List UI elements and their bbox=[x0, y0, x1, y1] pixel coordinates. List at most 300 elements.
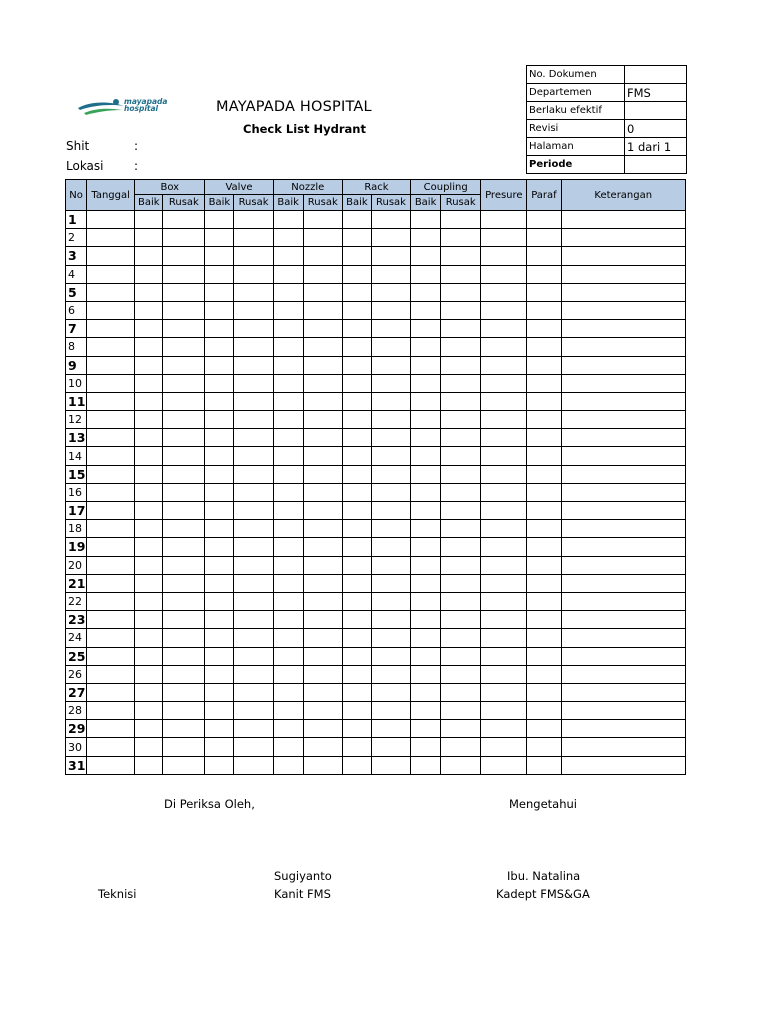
checklist-cell[interactable] bbox=[303, 720, 342, 738]
checklist-cell[interactable] bbox=[87, 447, 135, 465]
checklist-cell[interactable] bbox=[481, 320, 527, 338]
checklist-cell[interactable] bbox=[342, 629, 371, 647]
checklist-cell[interactable] bbox=[135, 483, 163, 501]
checklist-cell[interactable] bbox=[163, 465, 205, 483]
checklist-cell[interactable] bbox=[411, 411, 441, 429]
checklist-cell[interactable] bbox=[205, 538, 234, 556]
checklist-cell[interactable] bbox=[273, 556, 303, 574]
checklist-cell[interactable] bbox=[303, 702, 342, 720]
checklist-cell[interactable] bbox=[135, 447, 163, 465]
checklist-cell[interactable] bbox=[234, 338, 273, 356]
checklist-cell[interactable] bbox=[527, 411, 561, 429]
checklist-cell[interactable] bbox=[273, 702, 303, 720]
checklist-cell[interactable] bbox=[481, 538, 527, 556]
checklist-cell[interactable] bbox=[303, 411, 342, 429]
checklist-cell[interactable] bbox=[481, 702, 527, 720]
checklist-cell[interactable] bbox=[527, 683, 561, 701]
checklist-cell[interactable] bbox=[163, 592, 205, 610]
checklist-cell[interactable] bbox=[371, 411, 410, 429]
checklist-cell[interactable] bbox=[481, 374, 527, 392]
checklist-cell[interactable] bbox=[342, 683, 371, 701]
checklist-cell[interactable] bbox=[342, 483, 371, 501]
checklist-cell[interactable] bbox=[163, 283, 205, 301]
checklist-cell[interactable] bbox=[561, 229, 686, 247]
checklist-cell[interactable] bbox=[303, 520, 342, 538]
checklist-cell[interactable] bbox=[371, 702, 410, 720]
checklist-cell[interactable] bbox=[411, 211, 441, 229]
checklist-cell[interactable] bbox=[411, 629, 441, 647]
checklist-cell[interactable] bbox=[342, 301, 371, 319]
checklist-cell[interactable] bbox=[135, 647, 163, 665]
checklist-cell[interactable] bbox=[205, 574, 234, 592]
checklist-cell[interactable] bbox=[234, 374, 273, 392]
checklist-cell[interactable] bbox=[234, 429, 273, 447]
checklist-cell[interactable] bbox=[371, 338, 410, 356]
checklist-cell[interactable] bbox=[205, 392, 234, 410]
checklist-cell[interactable] bbox=[371, 301, 410, 319]
checklist-cell[interactable] bbox=[205, 247, 234, 265]
checklist-cell[interactable] bbox=[234, 574, 273, 592]
checklist-cell[interactable] bbox=[441, 247, 481, 265]
checklist-cell[interactable] bbox=[561, 738, 686, 756]
checklist-cell[interactable] bbox=[273, 720, 303, 738]
checklist-cell[interactable] bbox=[163, 211, 205, 229]
checklist-cell[interactable] bbox=[411, 665, 441, 683]
checklist-cell[interactable] bbox=[561, 611, 686, 629]
checklist-cell[interactable] bbox=[87, 592, 135, 610]
checklist-cell[interactable] bbox=[481, 211, 527, 229]
checklist-cell[interactable] bbox=[135, 683, 163, 701]
checklist-cell[interactable] bbox=[527, 356, 561, 374]
checklist-cell[interactable] bbox=[87, 483, 135, 501]
checklist-cell[interactable] bbox=[527, 665, 561, 683]
checklist-cell[interactable] bbox=[303, 211, 342, 229]
checklist-cell[interactable] bbox=[135, 411, 163, 429]
checklist-cell[interactable] bbox=[135, 429, 163, 447]
checklist-cell[interactable] bbox=[205, 702, 234, 720]
checklist-cell[interactable] bbox=[303, 592, 342, 610]
checklist-cell[interactable] bbox=[234, 392, 273, 410]
checklist-cell[interactable] bbox=[561, 538, 686, 556]
checklist-cell[interactable] bbox=[527, 265, 561, 283]
checklist-cell[interactable] bbox=[561, 502, 686, 520]
checklist-cell[interactable] bbox=[205, 483, 234, 501]
checklist-cell[interactable] bbox=[441, 283, 481, 301]
checklist-cell[interactable] bbox=[87, 247, 135, 265]
checklist-cell[interactable] bbox=[411, 429, 441, 447]
checklist-cell[interactable] bbox=[342, 374, 371, 392]
checklist-cell[interactable] bbox=[163, 520, 205, 538]
checklist-cell[interactable] bbox=[441, 447, 481, 465]
checklist-cell[interactable] bbox=[135, 611, 163, 629]
checklist-cell[interactable] bbox=[87, 320, 135, 338]
checklist-cell[interactable] bbox=[441, 320, 481, 338]
checklist-cell[interactable] bbox=[561, 211, 686, 229]
checklist-cell[interactable] bbox=[481, 665, 527, 683]
checklist-cell[interactable] bbox=[163, 483, 205, 501]
checklist-cell[interactable] bbox=[303, 247, 342, 265]
checklist-cell[interactable] bbox=[561, 265, 686, 283]
checklist-cell[interactable] bbox=[163, 338, 205, 356]
checklist-cell[interactable] bbox=[342, 611, 371, 629]
checklist-cell[interactable] bbox=[163, 229, 205, 247]
checklist-cell[interactable] bbox=[303, 392, 342, 410]
checklist-cell[interactable] bbox=[163, 265, 205, 283]
checklist-cell[interactable] bbox=[441, 483, 481, 501]
checklist-cell[interactable] bbox=[527, 574, 561, 592]
checklist-cell[interactable] bbox=[234, 683, 273, 701]
checklist-cell[interactable] bbox=[87, 738, 135, 756]
checklist-cell[interactable] bbox=[163, 556, 205, 574]
checklist-cell[interactable] bbox=[273, 574, 303, 592]
checklist-cell[interactable] bbox=[303, 283, 342, 301]
checklist-cell[interactable] bbox=[481, 574, 527, 592]
checklist-cell[interactable] bbox=[234, 702, 273, 720]
checklist-cell[interactable] bbox=[135, 629, 163, 647]
checklist-cell[interactable] bbox=[87, 756, 135, 774]
checklist-cell[interactable] bbox=[527, 702, 561, 720]
checklist-cell[interactable] bbox=[411, 556, 441, 574]
checklist-cell[interactable] bbox=[371, 756, 410, 774]
checklist-cell[interactable] bbox=[411, 611, 441, 629]
checklist-cell[interactable] bbox=[411, 229, 441, 247]
checklist-cell[interactable] bbox=[303, 756, 342, 774]
checklist-cell[interactable] bbox=[87, 502, 135, 520]
checklist-cell[interactable] bbox=[441, 502, 481, 520]
checklist-cell[interactable] bbox=[411, 738, 441, 756]
checklist-cell[interactable] bbox=[527, 211, 561, 229]
checklist-cell[interactable] bbox=[135, 538, 163, 556]
checklist-cell[interactable] bbox=[135, 247, 163, 265]
checklist-cell[interactable] bbox=[527, 247, 561, 265]
checklist-cell[interactable] bbox=[87, 338, 135, 356]
checklist-cell[interactable] bbox=[273, 429, 303, 447]
checklist-cell[interactable] bbox=[87, 611, 135, 629]
checklist-cell[interactable] bbox=[303, 611, 342, 629]
checklist-cell[interactable] bbox=[234, 356, 273, 374]
checklist-cell[interactable] bbox=[342, 429, 371, 447]
checklist-cell[interactable] bbox=[411, 502, 441, 520]
checklist-cell[interactable] bbox=[87, 301, 135, 319]
checklist-cell[interactable] bbox=[87, 211, 135, 229]
checklist-cell[interactable] bbox=[371, 720, 410, 738]
checklist-cell[interactable] bbox=[87, 356, 135, 374]
checklist-cell[interactable] bbox=[441, 229, 481, 247]
checklist-cell[interactable] bbox=[527, 283, 561, 301]
checklist-cell[interactable] bbox=[342, 647, 371, 665]
checklist-cell[interactable] bbox=[135, 702, 163, 720]
checklist-cell[interactable] bbox=[411, 647, 441, 665]
checklist-cell[interactable] bbox=[273, 374, 303, 392]
checklist-cell[interactable] bbox=[205, 502, 234, 520]
checklist-cell[interactable] bbox=[371, 229, 410, 247]
checklist-cell[interactable] bbox=[303, 447, 342, 465]
checklist-cell[interactable] bbox=[561, 247, 686, 265]
checklist-cell[interactable] bbox=[527, 229, 561, 247]
checklist-cell[interactable] bbox=[481, 520, 527, 538]
checklist-cell[interactable] bbox=[371, 483, 410, 501]
checklist-cell[interactable] bbox=[561, 683, 686, 701]
checklist-cell[interactable] bbox=[342, 592, 371, 610]
checklist-cell[interactable] bbox=[441, 265, 481, 283]
checklist-cell[interactable] bbox=[205, 229, 234, 247]
checklist-cell[interactable] bbox=[342, 247, 371, 265]
checklist-cell[interactable] bbox=[342, 702, 371, 720]
checklist-cell[interactable] bbox=[342, 211, 371, 229]
checklist-cell[interactable] bbox=[273, 211, 303, 229]
checklist-cell[interactable] bbox=[481, 229, 527, 247]
checklist-cell[interactable] bbox=[273, 647, 303, 665]
checklist-cell[interactable] bbox=[441, 411, 481, 429]
checklist-cell[interactable] bbox=[87, 556, 135, 574]
checklist-cell[interactable] bbox=[411, 538, 441, 556]
checklist-cell[interactable] bbox=[411, 283, 441, 301]
checklist-cell[interactable] bbox=[342, 738, 371, 756]
checklist-cell[interactable] bbox=[205, 447, 234, 465]
checklist-cell[interactable] bbox=[481, 265, 527, 283]
checklist-cell[interactable] bbox=[303, 629, 342, 647]
checklist-cell[interactable] bbox=[441, 556, 481, 574]
checklist-cell[interactable] bbox=[411, 338, 441, 356]
checklist-cell[interactable] bbox=[234, 465, 273, 483]
checklist-cell[interactable] bbox=[371, 738, 410, 756]
checklist-cell[interactable] bbox=[411, 247, 441, 265]
checklist-cell[interactable] bbox=[234, 229, 273, 247]
checklist-cell[interactable] bbox=[481, 338, 527, 356]
checklist-cell[interactable] bbox=[527, 629, 561, 647]
checklist-cell[interactable] bbox=[87, 520, 135, 538]
checklist-cell[interactable] bbox=[163, 447, 205, 465]
checklist-cell[interactable] bbox=[371, 683, 410, 701]
checklist-cell[interactable] bbox=[411, 392, 441, 410]
checklist-cell[interactable] bbox=[411, 483, 441, 501]
checklist-cell[interactable] bbox=[561, 338, 686, 356]
checklist-cell[interactable] bbox=[273, 683, 303, 701]
checklist-cell[interactable] bbox=[234, 738, 273, 756]
checklist-cell[interactable] bbox=[527, 374, 561, 392]
checklist-cell[interactable] bbox=[135, 592, 163, 610]
checklist-cell[interactable] bbox=[527, 592, 561, 610]
checklist-cell[interactable] bbox=[441, 683, 481, 701]
checklist-cell[interactable] bbox=[481, 738, 527, 756]
checklist-cell[interactable] bbox=[87, 283, 135, 301]
checklist-cell[interactable] bbox=[205, 738, 234, 756]
checklist-cell[interactable] bbox=[527, 720, 561, 738]
checklist-cell[interactable] bbox=[135, 392, 163, 410]
checklist-cell[interactable] bbox=[342, 665, 371, 683]
checklist-cell[interactable] bbox=[527, 483, 561, 501]
checklist-cell[interactable] bbox=[441, 629, 481, 647]
checklist-cell[interactable] bbox=[303, 647, 342, 665]
checklist-cell[interactable] bbox=[273, 665, 303, 683]
checklist-cell[interactable] bbox=[163, 392, 205, 410]
checklist-cell[interactable] bbox=[205, 647, 234, 665]
checklist-cell[interactable] bbox=[205, 211, 234, 229]
checklist-cell[interactable] bbox=[411, 374, 441, 392]
checklist-cell[interactable] bbox=[273, 465, 303, 483]
checklist-cell[interactable] bbox=[234, 301, 273, 319]
checklist-cell[interactable] bbox=[303, 338, 342, 356]
checklist-cell[interactable] bbox=[135, 356, 163, 374]
checklist-cell[interactable] bbox=[273, 756, 303, 774]
checklist-cell[interactable] bbox=[441, 356, 481, 374]
checklist-cell[interactable] bbox=[303, 683, 342, 701]
checklist-cell[interactable] bbox=[135, 320, 163, 338]
checklist-cell[interactable] bbox=[441, 520, 481, 538]
checklist-cell[interactable] bbox=[481, 447, 527, 465]
checklist-cell[interactable] bbox=[561, 647, 686, 665]
checklist-cell[interactable] bbox=[163, 702, 205, 720]
checklist-cell[interactable] bbox=[441, 738, 481, 756]
checklist-cell[interactable] bbox=[273, 247, 303, 265]
checklist-cell[interactable] bbox=[371, 592, 410, 610]
checklist-cell[interactable] bbox=[163, 665, 205, 683]
checklist-cell[interactable] bbox=[411, 574, 441, 592]
checklist-cell[interactable] bbox=[234, 592, 273, 610]
checklist-cell[interactable] bbox=[411, 447, 441, 465]
checklist-cell[interactable] bbox=[205, 611, 234, 629]
checklist-cell[interactable] bbox=[273, 392, 303, 410]
checklist-cell[interactable] bbox=[273, 265, 303, 283]
checklist-cell[interactable] bbox=[273, 229, 303, 247]
checklist-cell[interactable] bbox=[411, 356, 441, 374]
checklist-cell[interactable] bbox=[411, 265, 441, 283]
checklist-cell[interactable] bbox=[561, 574, 686, 592]
checklist-cell[interactable] bbox=[205, 374, 234, 392]
checklist-cell[interactable] bbox=[135, 720, 163, 738]
checklist-cell[interactable] bbox=[342, 756, 371, 774]
checklist-cell[interactable] bbox=[273, 592, 303, 610]
checklist-cell[interactable] bbox=[234, 502, 273, 520]
checklist-cell[interactable] bbox=[411, 702, 441, 720]
checklist-cell[interactable] bbox=[342, 520, 371, 538]
checklist-cell[interactable] bbox=[234, 538, 273, 556]
checklist-cell[interactable] bbox=[163, 502, 205, 520]
checklist-cell[interactable] bbox=[561, 429, 686, 447]
checklist-cell[interactable] bbox=[273, 283, 303, 301]
checklist-cell[interactable] bbox=[87, 229, 135, 247]
checklist-cell[interactable] bbox=[135, 556, 163, 574]
checklist-cell[interactable] bbox=[163, 356, 205, 374]
checklist-cell[interactable] bbox=[234, 756, 273, 774]
checklist-cell[interactable] bbox=[561, 374, 686, 392]
checklist-cell[interactable] bbox=[371, 538, 410, 556]
checklist-cell[interactable] bbox=[371, 520, 410, 538]
checklist-cell[interactable] bbox=[135, 229, 163, 247]
checklist-cell[interactable] bbox=[163, 301, 205, 319]
checklist-cell[interactable] bbox=[371, 574, 410, 592]
checklist-cell[interactable] bbox=[87, 647, 135, 665]
checklist-cell[interactable] bbox=[234, 411, 273, 429]
checklist-cell[interactable] bbox=[303, 265, 342, 283]
checklist-cell[interactable] bbox=[481, 301, 527, 319]
checklist-cell[interactable] bbox=[411, 592, 441, 610]
checklist-cell[interactable] bbox=[371, 265, 410, 283]
checklist-cell[interactable] bbox=[234, 265, 273, 283]
checklist-cell[interactable] bbox=[527, 301, 561, 319]
checklist-cell[interactable] bbox=[441, 647, 481, 665]
checklist-cell[interactable] bbox=[371, 556, 410, 574]
checklist-cell[interactable] bbox=[234, 211, 273, 229]
checklist-cell[interactable] bbox=[205, 720, 234, 738]
checklist-cell[interactable] bbox=[234, 665, 273, 683]
checklist-cell[interactable] bbox=[441, 429, 481, 447]
checklist-cell[interactable] bbox=[481, 356, 527, 374]
checklist-cell[interactable] bbox=[561, 720, 686, 738]
checklist-cell[interactable] bbox=[441, 592, 481, 610]
checklist-cell[interactable] bbox=[371, 647, 410, 665]
checklist-cell[interactable] bbox=[527, 520, 561, 538]
checklist-cell[interactable] bbox=[205, 556, 234, 574]
checklist-cell[interactable] bbox=[371, 283, 410, 301]
checklist-cell[interactable] bbox=[87, 411, 135, 429]
checklist-cell[interactable] bbox=[441, 301, 481, 319]
checklist-cell[interactable] bbox=[561, 320, 686, 338]
checklist-cell[interactable] bbox=[441, 574, 481, 592]
checklist-cell[interactable] bbox=[205, 465, 234, 483]
checklist-cell[interactable] bbox=[371, 392, 410, 410]
checklist-cell[interactable] bbox=[163, 247, 205, 265]
checklist-cell[interactable] bbox=[441, 211, 481, 229]
checklist-cell[interactable] bbox=[273, 447, 303, 465]
checklist-cell[interactable] bbox=[527, 538, 561, 556]
checklist-cell[interactable] bbox=[561, 392, 686, 410]
checklist-cell[interactable] bbox=[135, 520, 163, 538]
checklist-cell[interactable] bbox=[205, 338, 234, 356]
checklist-cell[interactable] bbox=[441, 611, 481, 629]
checklist-cell[interactable] bbox=[411, 320, 441, 338]
checklist-cell[interactable] bbox=[163, 720, 205, 738]
checklist-cell[interactable] bbox=[135, 574, 163, 592]
checklist-cell[interactable] bbox=[527, 338, 561, 356]
checklist-cell[interactable] bbox=[561, 665, 686, 683]
checklist-cell[interactable] bbox=[527, 447, 561, 465]
checklist-cell[interactable] bbox=[87, 374, 135, 392]
checklist-cell[interactable] bbox=[481, 283, 527, 301]
checklist-cell[interactable] bbox=[163, 429, 205, 447]
checklist-cell[interactable] bbox=[481, 465, 527, 483]
checklist-cell[interactable] bbox=[481, 247, 527, 265]
checklist-cell[interactable] bbox=[273, 411, 303, 429]
checklist-cell[interactable] bbox=[527, 647, 561, 665]
checklist-cell[interactable] bbox=[205, 320, 234, 338]
checklist-cell[interactable] bbox=[342, 265, 371, 283]
checklist-cell[interactable] bbox=[135, 301, 163, 319]
checklist-cell[interactable] bbox=[481, 429, 527, 447]
checklist-cell[interactable] bbox=[342, 392, 371, 410]
checklist-cell[interactable] bbox=[527, 756, 561, 774]
checklist-cell[interactable] bbox=[303, 429, 342, 447]
checklist-cell[interactable] bbox=[481, 611, 527, 629]
checklist-cell[interactable] bbox=[303, 320, 342, 338]
checklist-cell[interactable] bbox=[205, 356, 234, 374]
checklist-cell[interactable] bbox=[234, 611, 273, 629]
checklist-cell[interactable] bbox=[234, 447, 273, 465]
checklist-cell[interactable] bbox=[342, 411, 371, 429]
checklist-cell[interactable] bbox=[561, 520, 686, 538]
checklist-cell[interactable] bbox=[561, 356, 686, 374]
checklist-cell[interactable] bbox=[371, 629, 410, 647]
checklist-cell[interactable] bbox=[481, 683, 527, 701]
checklist-cell[interactable] bbox=[205, 665, 234, 683]
checklist-cell[interactable] bbox=[527, 465, 561, 483]
checklist-cell[interactable] bbox=[441, 374, 481, 392]
checklist-cell[interactable] bbox=[87, 683, 135, 701]
checklist-cell[interactable] bbox=[371, 211, 410, 229]
checklist-cell[interactable] bbox=[303, 229, 342, 247]
checklist-cell[interactable] bbox=[527, 502, 561, 520]
checklist-cell[interactable] bbox=[481, 392, 527, 410]
